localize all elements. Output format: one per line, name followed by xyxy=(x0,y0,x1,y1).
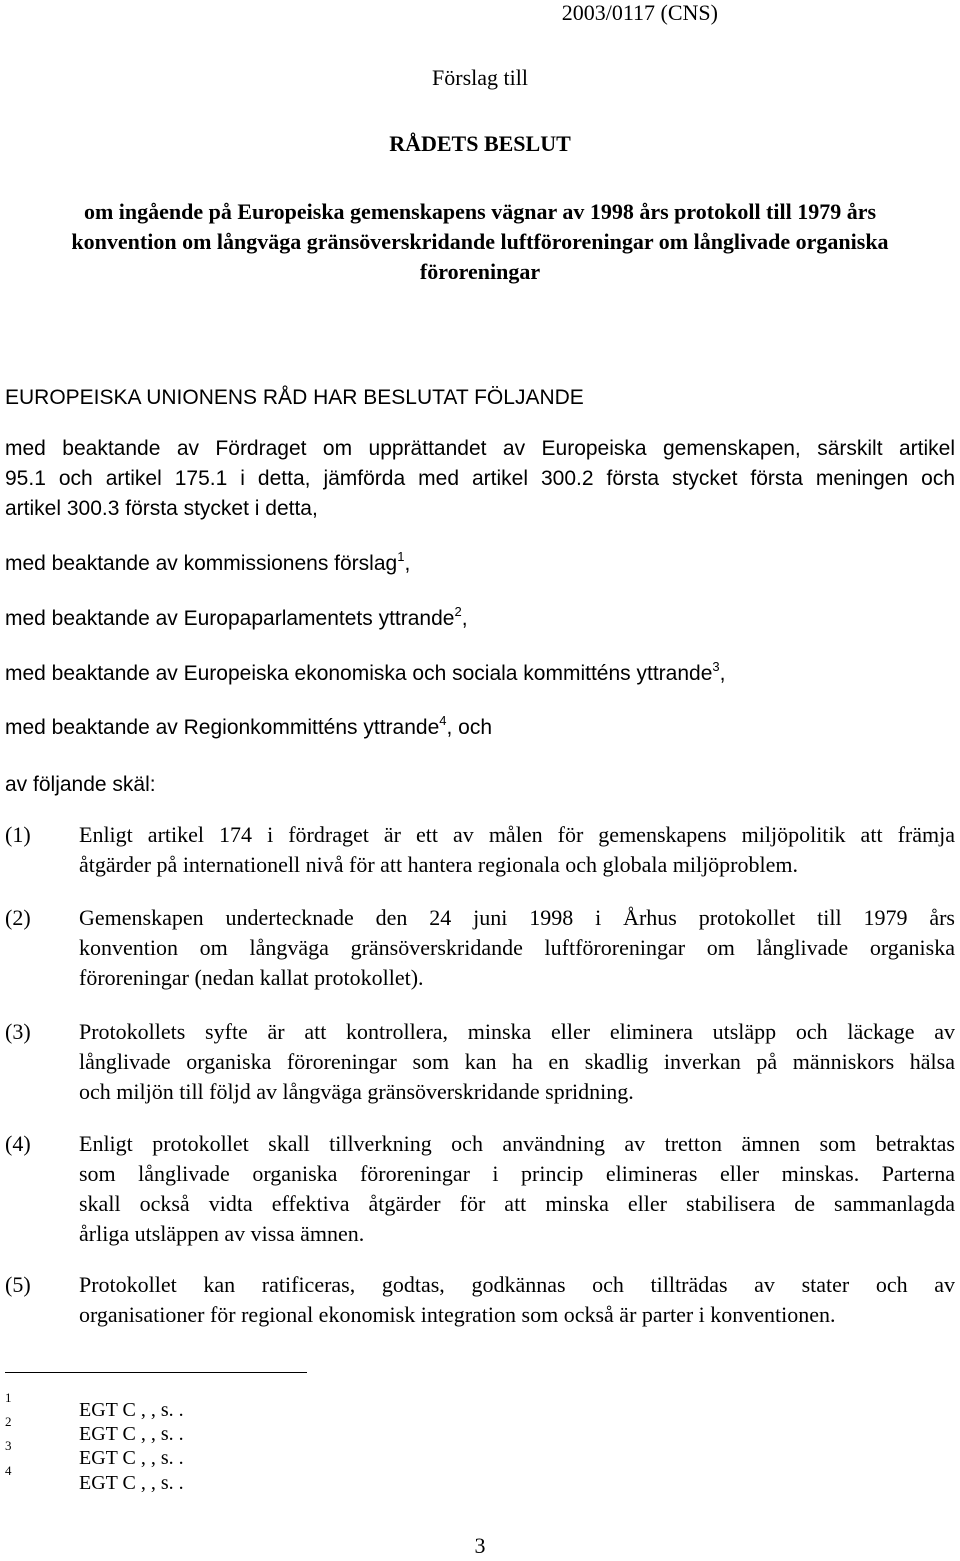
recital-line: och miljön till följd av långväga gränsöverskridande spridning. xyxy=(79,1079,634,1104)
footnote-number: 4 xyxy=(5,1463,12,1478)
subtitle-line: föroreningar xyxy=(419,259,541,284)
footnote-text: EGT C , , s. . xyxy=(79,1472,184,1494)
footnote-number: 3 xyxy=(5,1438,12,1453)
footnote-ref-3[interactable]: 3 xyxy=(712,659,720,674)
treaty-citation-line: artikel 300.3 första stycket i detta, xyxy=(5,497,318,520)
subtitle-line: om ingående på Europeiska gemenskapens vägnar av 1998 års protokoll till 1979 års xyxy=(83,199,877,224)
recital-text xyxy=(79,1017,955,1107)
recital-text xyxy=(79,1129,955,1249)
ecosoc-citation-text: med beaktande av Europeiska ekonomiska och sociala kommitténs yttrande xyxy=(5,662,713,685)
commission-citation-text: med beaktande av kommissionens förslag xyxy=(5,552,398,575)
parliament-citation-tail: , xyxy=(461,607,468,630)
ecosoc-citation-tail: , xyxy=(719,662,726,685)
footnote-ref-4[interactable]: 4 xyxy=(439,713,447,728)
recital-text xyxy=(79,903,955,993)
recital-line: organisationer för regional ekonomisk integration som också är parter i konventionen. xyxy=(79,1302,836,1327)
document-subtitle xyxy=(20,197,940,287)
parliament-citation-text: med beaktande av Europaparlamentets yttrande xyxy=(5,607,455,630)
recital-line: Enligt artikel 174 i fördraget är ett av målen för gemenskapens miljöpolitik att främja xyxy=(79,822,955,847)
recital-line: Protokollets syfte är att kontrollera, minska eller eliminera utsläpp och läckage av xyxy=(79,1019,955,1044)
footnote-text: EGT C , , s. . xyxy=(79,1447,184,1469)
council-statement: EUROPEISKA UNIONENS RÅD HAR BESLUTAT FÖLJANDE xyxy=(5,386,584,409)
recital-number: (3) xyxy=(5,1019,31,1044)
recital-line: som långlivade organiska föroreningar i princip elimineras eller minskas. Parterna xyxy=(79,1161,955,1186)
proposal-label: Förslag till xyxy=(432,65,528,90)
footnote-number: 1 xyxy=(5,1390,12,1405)
commission-citation-tail: , xyxy=(404,552,411,575)
treaty-citation xyxy=(5,434,955,524)
footnote-text: EGT C , , s. . xyxy=(79,1399,184,1421)
subtitle-line: konvention om långväga gränsöverskridande luftföroreningar om långlivade organiska xyxy=(71,229,889,254)
footnote-separator xyxy=(5,1372,307,1373)
footnote-ref-1[interactable]: 1 xyxy=(397,549,405,564)
recital-number: (1) xyxy=(5,822,31,847)
recital-line: årliga utsläppen av vissa ämnen. xyxy=(79,1221,365,1246)
regions-citation-tail: , och xyxy=(446,716,493,739)
recital-number: (5) xyxy=(5,1272,31,1297)
footnote-ref-2[interactable]: 2 xyxy=(454,604,462,619)
document-title: RÅDETS BESLUT xyxy=(389,131,571,156)
recital-text xyxy=(79,820,955,880)
recital-text xyxy=(79,1270,955,1330)
commission-citation xyxy=(5,549,410,579)
parliament-citation xyxy=(5,604,468,634)
regions-citation xyxy=(5,713,492,743)
recital-line: åtgärder på internationell nivå för att hantera regionala och globala miljöproblem. xyxy=(79,852,798,877)
recital-line: Protokollet kan ratificeras, godtas, godkännas och tillträdas av stater och av xyxy=(79,1272,955,1297)
recital-line: Gemenskapen undertecknade den 24 juni 1998 i Århus protokollet till 1979 års xyxy=(79,905,955,930)
footnote-number: 2 xyxy=(5,1414,12,1429)
treaty-citation-line: med beaktande av Fördraget om upprättandet av Europeiska gemenskapen, särskilt artikel xyxy=(5,437,955,460)
page-number: 3 xyxy=(474,1533,486,1558)
recital-line: skall också vidta effektiva åtgärder för att minska eller stabilisera de sammanlagda xyxy=(79,1191,955,1216)
regions-citation-text: med beaktande av Regionkommitténs yttrande xyxy=(5,716,440,739)
recital-line: långlivade organiska föroreningar som kan ha en skadlig inverkan på människors hälsa xyxy=(79,1049,955,1074)
document-reference: 2003/0117 (CNS) xyxy=(561,0,718,25)
treaty-citation-line: 95.1 och artikel 175.1 i detta, jämförda med artikel 300.2 första stycket första meningen och xyxy=(5,467,955,490)
recital-line: Enligt protokollet skall tillverkning och användning av tretton ämnen som betraktas xyxy=(79,1131,955,1156)
recital-line: föroreningar (nedan kallat protokollet). xyxy=(79,965,424,990)
ecosoc-citation xyxy=(5,659,725,689)
reasons-intro: av följande skäl: xyxy=(5,773,156,796)
footnote-text: EGT C , , s. . xyxy=(79,1423,184,1445)
recital-line: konvention om långväga gränsöverskridande luftföroreningar om långlivade organiska xyxy=(79,935,955,960)
recital-number: (2) xyxy=(5,905,31,930)
recital-number: (4) xyxy=(5,1131,31,1156)
